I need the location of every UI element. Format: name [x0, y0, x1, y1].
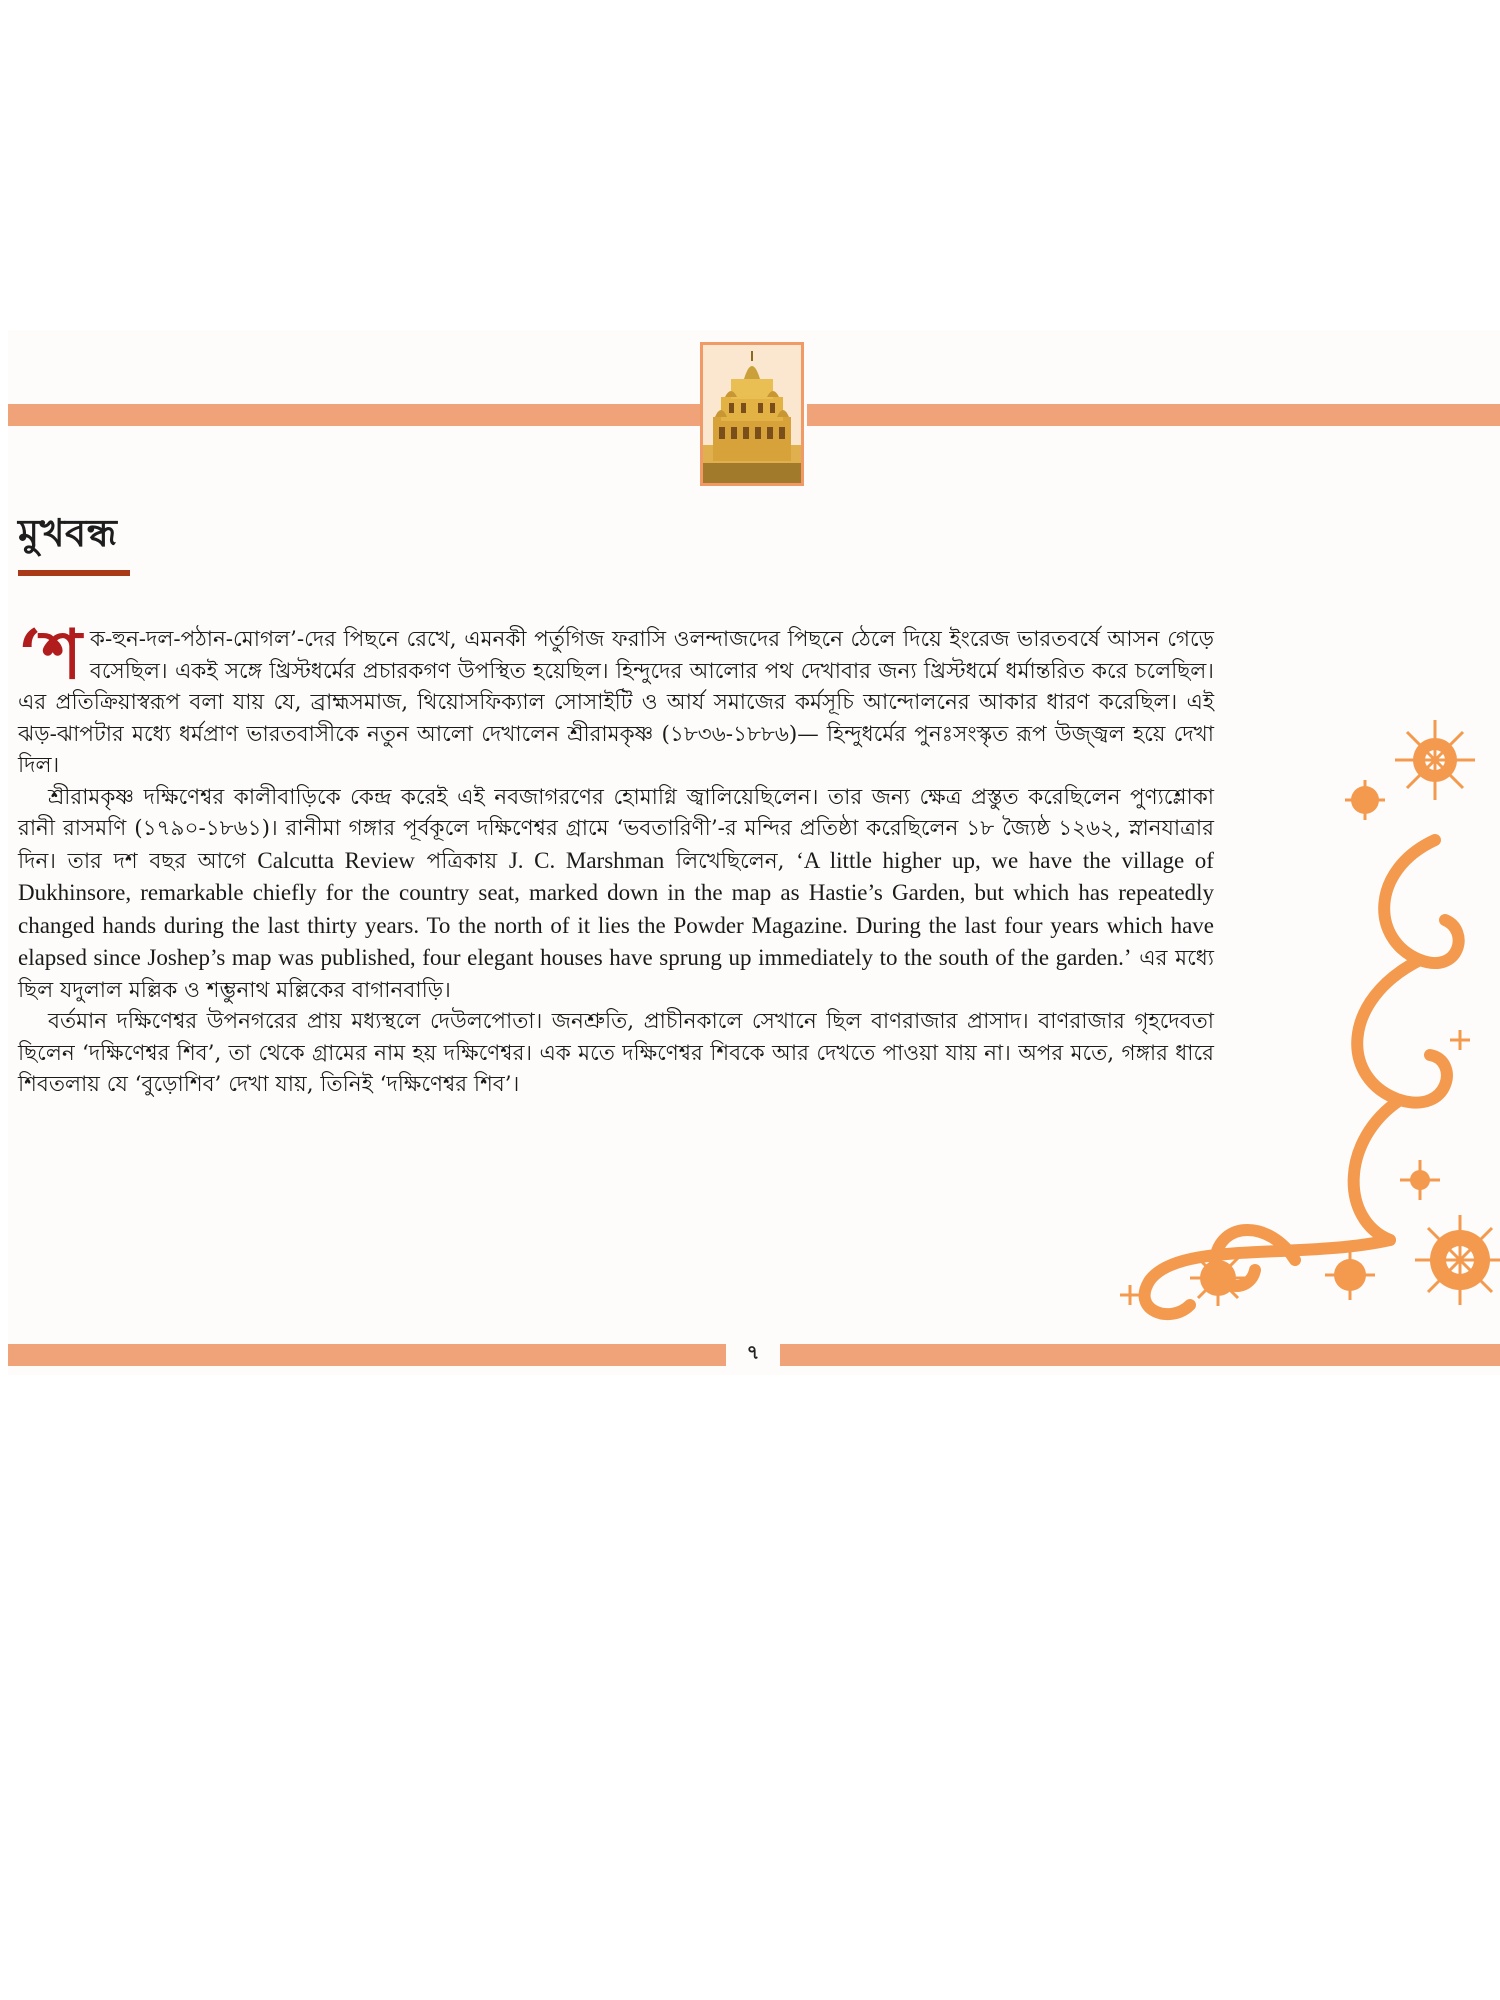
- title-underline: [18, 570, 130, 576]
- paragraph-2-tail: এর মধ্যে ছিল যদুলাল মল্লিক ও শম্ভুনাথ মল্লিকের বাগানবাড়ি।: [18, 946, 1214, 1003]
- paragraph-1: [18, 615, 1214, 782]
- footer-rule-right: [780, 1344, 1500, 1366]
- author-name: J. C. Marshman: [508, 847, 665, 873]
- floral-ornament-icon: [1040, 700, 1500, 1340]
- body-text: [18, 615, 1214, 1101]
- paragraph-3: [18, 1006, 1214, 1101]
- header-rule-left: [8, 404, 700, 426]
- paragraph-2-text-c: লিখেছিলেন,: [675, 848, 785, 874]
- paragraph-2-text-b: পত্রিকায়: [426, 848, 498, 874]
- english-quote: ‘A little higher up, we have the village of Dukhinsore, remarkable chiefly for the country seat, marked down in the map as Hastie’s Garden, but which has repeatedly changed hands during the last thirty years. To the north of it lies the Powder Magazine. During the last four years which have elapsed since Joshep’s map was published, four elegant houses have sprung up immediately to the south of the garden.’: [18, 847, 1214, 970]
- paragraph-1-text: ক-হুন-দল-পঠান-মোগল’-দের পিছনে রেখে, এমনকী পর্তুগিজ ফরাসি ওলন্দাজদের পিছনে ঠেলে দিয়ে ইংরেজ ভারতবর্ষে আসন গেড়ে বসেছিল। একই সঙ্গে খ্রিস্টধর্মের প্রচারকগণ উপস্থিত হয়েছিল। হিন্দুদের আলোর পথ দেখাবার জন্য খ্রিস্টধর্মে ধর্মান্তরিত করে চলেছিল। এর প্রতিক্রিয়াস্বরূপ বলা যায় যে, ব্রাহ্মসমাজ, থিয়োসফিক্যাল সোসাইটি ও আর্য সমাজের কর্মসূচি আন্দোলনের আকার ধারণ করেছিল। এই ঝড়-ঝাপটার মধ্যে ধর্মপ্রাণ ভারতবাসীকে নতুন আলো দেখালেন শ্রীরামকৃষ্ণ (১৮৩৬-১৮৮৬)— হিন্দুধর্মের পুনঃসংস্কৃত রূপ উজ্জ্বল হয়ে দেখা দিল।: [18, 627, 1214, 778]
- footer-rule-left: [8, 1344, 726, 1366]
- drop-cap: ‘শ: [18, 615, 82, 695]
- paragraph-3-text: বর্তমান দক্ষিণেশ্বর উপনগরের প্রায় মধ্যস্থলে দেউলপোতা। জনশ্রুতি, প্রাচীনকালে সেখানে ছিল বাণরাজার প্রাসাদ। বাণরাজার গৃহদেবতা ছিলেন ‘দক্ষিণেশ্বর শিব’, তা থেকে গ্রামের নাম হয় দক্ষিণেশ্বর। এক মতে দক্ষিণেশ্বর শিবকে আর দেখতে পাওয়া যায় না। অপর মতে, গঙ্গার ধারে শিবতলায় যে ‘বুড়োশিব’ দেখা যায়, তিনিই ‘দক্ষিণেশ্বর শিব’।: [18, 1009, 1214, 1097]
- paragraph-2-text: শ্রীরামকৃষ্ণ দক্ষিণেশ্বর কালীবাড়িকে কেন্দ্র করেই এই নবজাগরণের হোমাগ্নি জ্বালিয়েছিলেন। তার জন্য ক্ষেত্র প্রস্তুত করেছিলেন পুণ্যশ্লোকা রানী রাসমণি (১৭৯০-১৮৬১)। রানীমা গঙ্গার পূর্বকূলে দক্ষিণেশ্বর গ্রামে ‘ভবতারিণী’-র মন্দির প্রতিষ্ঠা করেছিলেন ১৮ জ্যৈষ্ঠ ১২৬২, স্নানযাত্রার দিন। তার দশ বছর আগে: [18, 784, 1214, 874]
- journal-name: Calcutta Review: [257, 847, 415, 873]
- header-rule-right: [807, 404, 1500, 426]
- paragraph-2: [18, 782, 1214, 1007]
- page-number: ৭: [746, 1340, 760, 1364]
- section-title: মুখবন্ধ: [18, 510, 118, 555]
- temple-image: [700, 342, 804, 486]
